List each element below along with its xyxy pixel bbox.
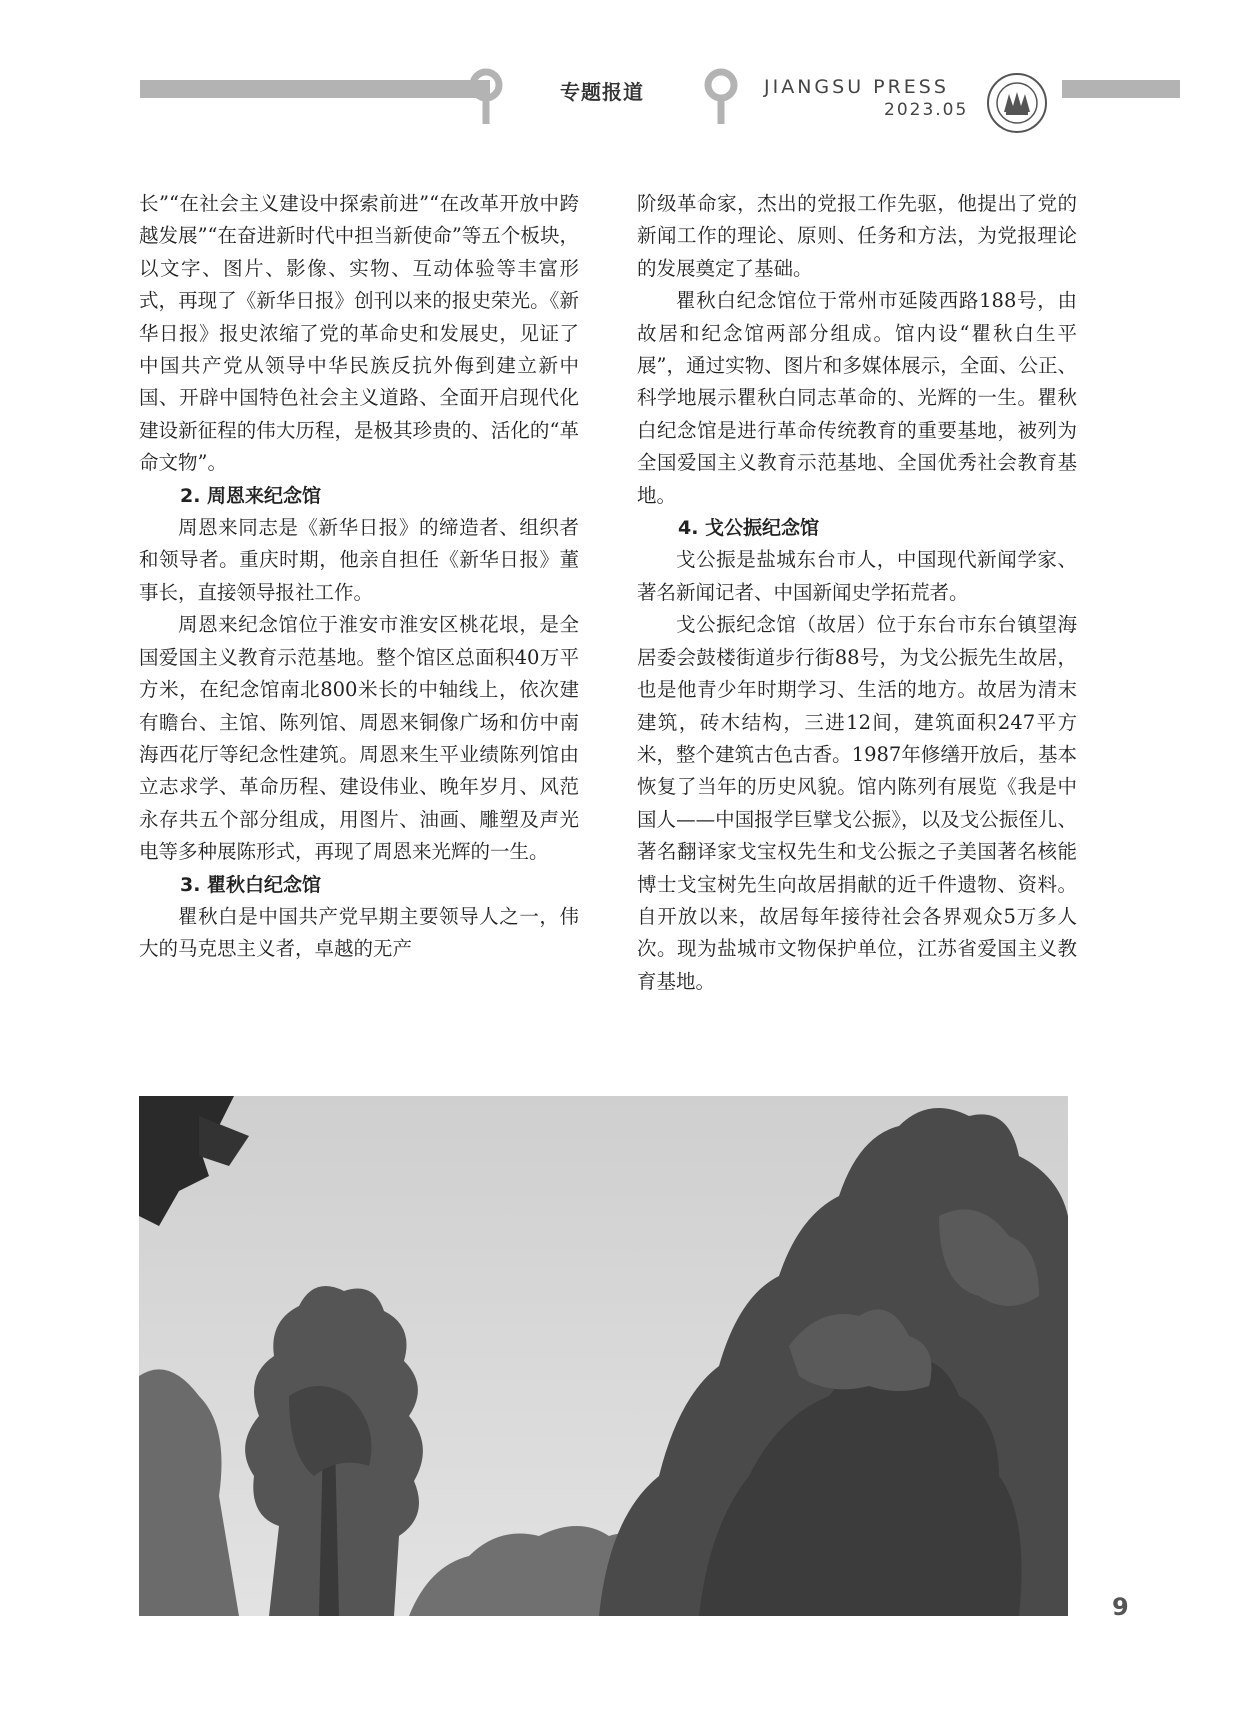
paragraph: 阶级革命家，杰出的党报工作先驱，他提出了党的新闻工作的理论、原则、任务和方法，为党报理论的发展奠定了基础。 — [637, 192, 1077, 280]
section-title: 专题报道 — [560, 80, 644, 104]
section-heading: 4. 戈公振纪念馆 — [678, 517, 820, 540]
trees-photo — [139, 1096, 1068, 1616]
magazine-name: JIANGSU PRESS — [764, 76, 949, 98]
location-pin-icon — [469, 68, 503, 126]
paragraph: 周恩来同志是《新华日报》的缔造者、组织者和领导者。重庆时期，他亲自担任《新华日报》董事长，直接领导报社工作。 — [139, 516, 579, 604]
section-heading: 2. 周恩来纪念馆 — [180, 484, 322, 507]
paragraph: 戈公振纪念馆（故居）位于东台市东台镇望海居委会鼓楼街道步行街88号，为戈公振先生故居，也是他青少年时期学习、生活的地方。故居为清末建筑，砖木结构，三进12间，建筑面积247平方米，整个建筑古色古香。1987年修缮开放后，基本恢复了当年的历史风貌。馆内陈列有展览《我是中国人——中国报学巨擘戈公振》，以及戈公振侄儿、著名翻译家戈宝权先生和戈公振之子美国著名核能博士戈宝树先生向故居捐献的近千件遗物、资料。自开放以来，故居每年接待社会各界观众5万多人次。现为盐城市文物保护单位，江苏省爱国主义教育基地。 — [637, 613, 1077, 993]
header-bar-right — [1062, 80, 1180, 98]
paragraph: 瞿秋白纪念馆位于常州市延陵西路188号，由故居和纪念馆两部分组成。馆内设“瞿秋白生平展”，通过实物、图片和多媒体展示，全面、公正、科学地展示瞿秋白同志革命的、光辉的一生。瞿秋白纪念馆是进行革命传统教育的重要基地，被列为全国爱国主义教育示范基地、全国优秀社会教育基地。 — [637, 289, 1077, 507]
section-heading: 3. 瞿秋白纪念馆 — [180, 873, 322, 896]
page-number: 9 — [1112, 1593, 1129, 1621]
trees-photo-icon — [139, 1096, 1068, 1616]
location-pin-icon — [704, 68, 738, 126]
paragraph: 周恩来纪念馆位于淮安市淮安区桃花垠，是全国爱国主义教育示范基地。整个馆区总面积40万平方米，在纪念馆南北800米长的中轴线上，依次建有瞻台、主馆、陈列馆、周恩来铜像广场和仿中南海西花厅等纪念性建筑。周恩来生平业绩陈列馆由立志求学、革命历程、建设伟业、晚年岁月、风范永存共五个部分组成，用图片、油画、雕塑及声光电等多种展陈形式，再现了周恩来光辉的一生。 — [139, 613, 579, 864]
article-column-right — [637, 188, 1077, 998]
issue-number: 2023.05 — [884, 100, 969, 120]
association-seal-icon — [986, 72, 1048, 134]
paragraph: 长”“在社会主义建设中探索前进”“在改革开放中跨越发展”“在奋进新时代中担当新使命”等五个板块，以文字、图片、影像、实物、互动体验等丰富形式，再现了《新华日报》创刊以来的报史荣光。《新华日报》报史浓缩了党的革命史和发展史，见证了中国共产党从领导中华民族反抗外侮到建立新中国、开辟中国特色社会主义道路、全面开启现代化建设新征程的伟大历程，是极其珍贵的、活化的“革命文物”。 — [139, 192, 579, 475]
paragraph: 瞿秋白是中国共产党早期主要领导人之一，伟大的马克思主义者，卓越的无产 — [139, 904, 579, 961]
paragraph: 戈公振是盐城东台市人，中国现代新闻学家、著名新闻记者、中国新闻史学拓荒者。 — [637, 548, 1077, 604]
header-bar-left — [140, 80, 490, 98]
article-column-left — [139, 188, 579, 966]
